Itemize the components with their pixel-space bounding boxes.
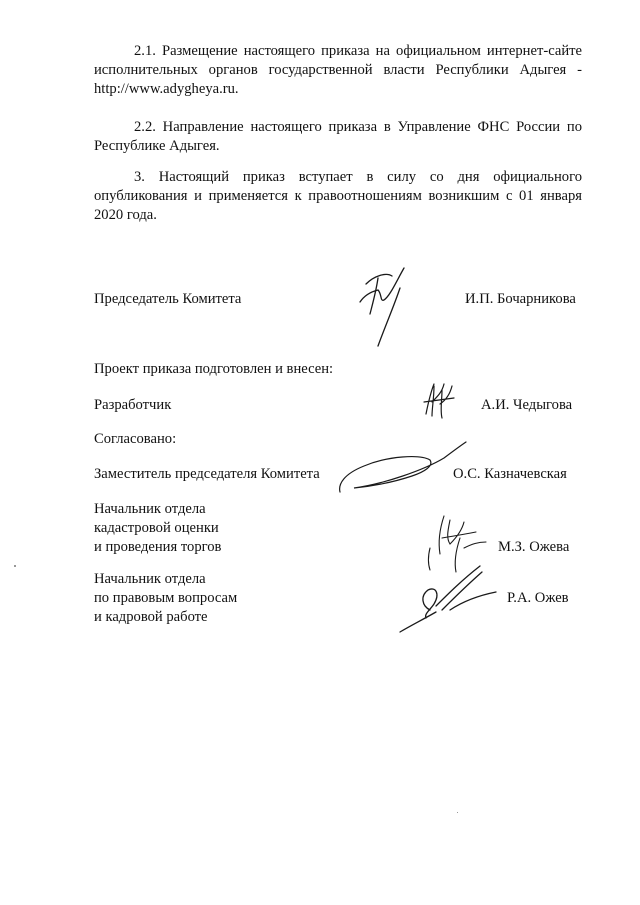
head-legal-title-line-1: Начальник отдела bbox=[94, 571, 206, 587]
chairman-title: Председатель Комитета bbox=[94, 291, 242, 307]
prepared-by-label: Проект приказа подготовлен и внесен: bbox=[94, 361, 334, 377]
deputy-signature bbox=[334, 440, 474, 500]
paragraph-3 bbox=[94, 168, 582, 225]
developer-title: Разработчик bbox=[94, 397, 172, 413]
head-legal-title bbox=[94, 570, 237, 627]
head-legal-name: Р.А. Ожев bbox=[507, 590, 569, 606]
head-cadastral-title-line-1: Начальник отдела bbox=[94, 501, 206, 517]
head-cadastral-title bbox=[94, 500, 221, 557]
head-legal-title-line-2: по правовым вопросам bbox=[94, 590, 238, 606]
paragraph-2-1-text: 2.1. Размещение настоящего приказа на официальном интернет-сайте исполнительных органов государственной власти Республики Адыгея - http://www.adygheya.ru. bbox=[94, 43, 582, 97]
chairman-signature bbox=[352, 262, 412, 352]
head-cadastral-name: М.З. Ожева bbox=[498, 539, 570, 555]
paragraph-2-2 bbox=[94, 118, 582, 156]
agreed-label: Согласовано: bbox=[94, 431, 177, 447]
paragraph-2-1 bbox=[94, 42, 582, 99]
paragraph-3-text: 3. Настоящий приказ вступает в силу со дня официального опубликования и применяется к правоотношениям возникшим с 01 января 2020 года. bbox=[94, 169, 582, 223]
developer-name: А.И. Чедыгова bbox=[481, 397, 573, 413]
chairman-name: И.П. Бочарникова bbox=[465, 291, 576, 307]
head-legal-signature bbox=[396, 562, 506, 634]
head-cadastral-title-line-2: кадастровой оценки bbox=[94, 520, 219, 536]
deputy-name: О.С. Казначевская bbox=[453, 466, 567, 482]
developer-signature bbox=[420, 380, 460, 420]
head-cadastral-title-line-3: и проведения торгов bbox=[94, 539, 222, 555]
paragraph-2-2-text: 2.2. Направление настоящего приказа в Управление ФНС России по Республике Адыгея. bbox=[94, 119, 582, 154]
deputy-title: Заместитель председателя Комитета bbox=[94, 466, 320, 482]
scan-speck bbox=[457, 812, 458, 813]
scan-speck bbox=[14, 565, 16, 567]
head-legal-title-line-3: и кадровой работе bbox=[94, 609, 208, 625]
